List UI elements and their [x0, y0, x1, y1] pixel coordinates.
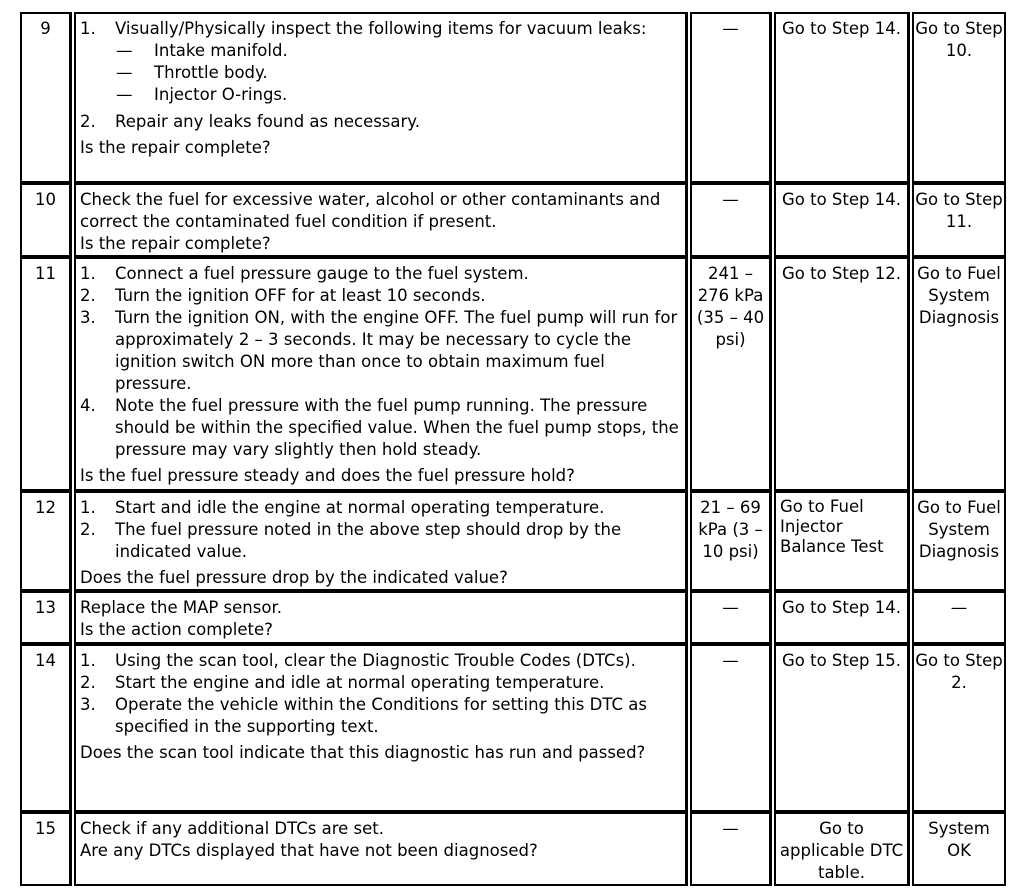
no-cell: — [912, 591, 1006, 644]
action-item: 1. Using the scan tool, clear the Diagnostic Trouble Codes (DTCs). [80, 651, 636, 670]
action-question: Is the repair complete? [80, 234, 271, 253]
value-cell: — [690, 812, 772, 886]
action-cell [74, 644, 688, 812]
yes-cell: Go to Step 14. [774, 12, 910, 183]
action-question: Is the fuel pressure steady and does the fuel pressure hold? [80, 466, 575, 485]
action-item: 4. Note the fuel pressure with the fuel pump running. The pressure should be within the specified value. When the fuel pump stops, the pressure may vary slightly then hold steady. [80, 396, 679, 459]
value-cell: — [690, 183, 772, 257]
step-number: 14 [20, 644, 72, 812]
action-cell [74, 12, 688, 183]
no-cell: Go to Step 2. [912, 644, 1006, 812]
action-subitem: — Throttle body. [116, 63, 268, 82]
value-cell: 21 – 69 kPa (3 – 10 psi) [690, 491, 772, 591]
action-cell [74, 812, 688, 886]
diagnostic-table [20, 12, 1006, 886]
value-cell: 241 – 276 kPa (35 – 40 psi) [690, 257, 772, 491]
action-item: 3. Operate the vehicle within the Conditions for setting this DTC as specified in the supporting text. [80, 695, 647, 736]
action-item: 1. Start and idle the engine at normal operating temperature. [80, 498, 605, 517]
action-cell [74, 491, 688, 591]
table-row-step-12 [20, 491, 1006, 591]
action-text: Replace the MAP sensor. [80, 598, 282, 617]
table-row-step-14 [20, 644, 1006, 812]
yes-cell: Go to Step 12. [774, 257, 910, 491]
yes-cell: Go to applicable DTC table. [774, 812, 910, 886]
action-item: 1. Connect a fuel pressure gauge to the fuel system. [80, 264, 529, 283]
table-row-step-11 [20, 257, 1006, 491]
step-number: 9 [20, 12, 72, 183]
action-subitem: — Intake manifold. [116, 41, 288, 60]
table-row-step-10 [20, 183, 1006, 257]
action-item: 2. Repair any leaks found as necessary. [80, 112, 420, 131]
action-item: 2. The fuel pressure noted in the above step should drop by the indicated value. [80, 520, 622, 561]
no-cell: Go to Step 11. [912, 183, 1006, 257]
action-question: Does the fuel pressure drop by the indicated value? [80, 568, 508, 587]
action-item: 1. Visually/Physically inspect the following items for vacuum leaks: [80, 19, 647, 38]
action-question: Does the scan tool indicate that this diagnostic has run and passed? [80, 743, 646, 762]
action-subitem: — Injector O-rings. [116, 85, 288, 104]
value-cell: — [690, 591, 772, 644]
action-text: Check the fuel for excessive water, alcohol or other contaminants and correct the contaminated fuel condition if present. [80, 190, 661, 231]
table-row-step-9 [20, 12, 1006, 183]
action-cell [74, 183, 688, 257]
action-question: Is the repair complete? [80, 138, 271, 157]
yes-cell: Go to Step 14. [774, 183, 910, 257]
table-row-step-15 [20, 812, 1006, 886]
no-cell: System OK [912, 812, 1006, 886]
no-cell: Go to Fuel System Diagnosis [912, 257, 1006, 491]
action-text: Check if any additional DTCs are set. [80, 819, 384, 838]
step-number: 15 [20, 812, 72, 886]
action-cell [74, 591, 688, 644]
action-question: Are any DTCs displayed that have not been diagnosed? [80, 841, 538, 860]
table-row-step-13 [20, 591, 1006, 644]
action-item: 2. Start the engine and idle at normal operating temperature. [80, 673, 605, 692]
yes-cell: Go to Step 15. [774, 644, 910, 812]
action-item: 2. Turn the ignition OFF for at least 10 seconds. [80, 286, 486, 305]
value-cell: — [690, 644, 772, 812]
yes-cell: Go to Step 14. [774, 591, 910, 644]
no-cell: Go to Step 10. [912, 12, 1006, 183]
action-item: 3. Turn the ignition ON, with the engine OFF. The fuel pump will run for approximately 2 – 3 seconds. It may be necessary to cycle the ignition switch ON more than once to obtain maximum fuel pressure. [80, 308, 678, 393]
step-number: 12 [20, 491, 72, 591]
value-cell: — [690, 12, 772, 183]
step-number: 11 [20, 257, 72, 491]
step-number: 13 [20, 591, 72, 644]
action-cell [74, 257, 688, 491]
no-cell: Go to Fuel System Diagnosis [912, 491, 1006, 591]
yes-cell: Go to Fuel Injector Balance Test [774, 491, 910, 591]
step-number: 10 [20, 183, 72, 257]
action-question: Is the action complete? [80, 620, 273, 639]
